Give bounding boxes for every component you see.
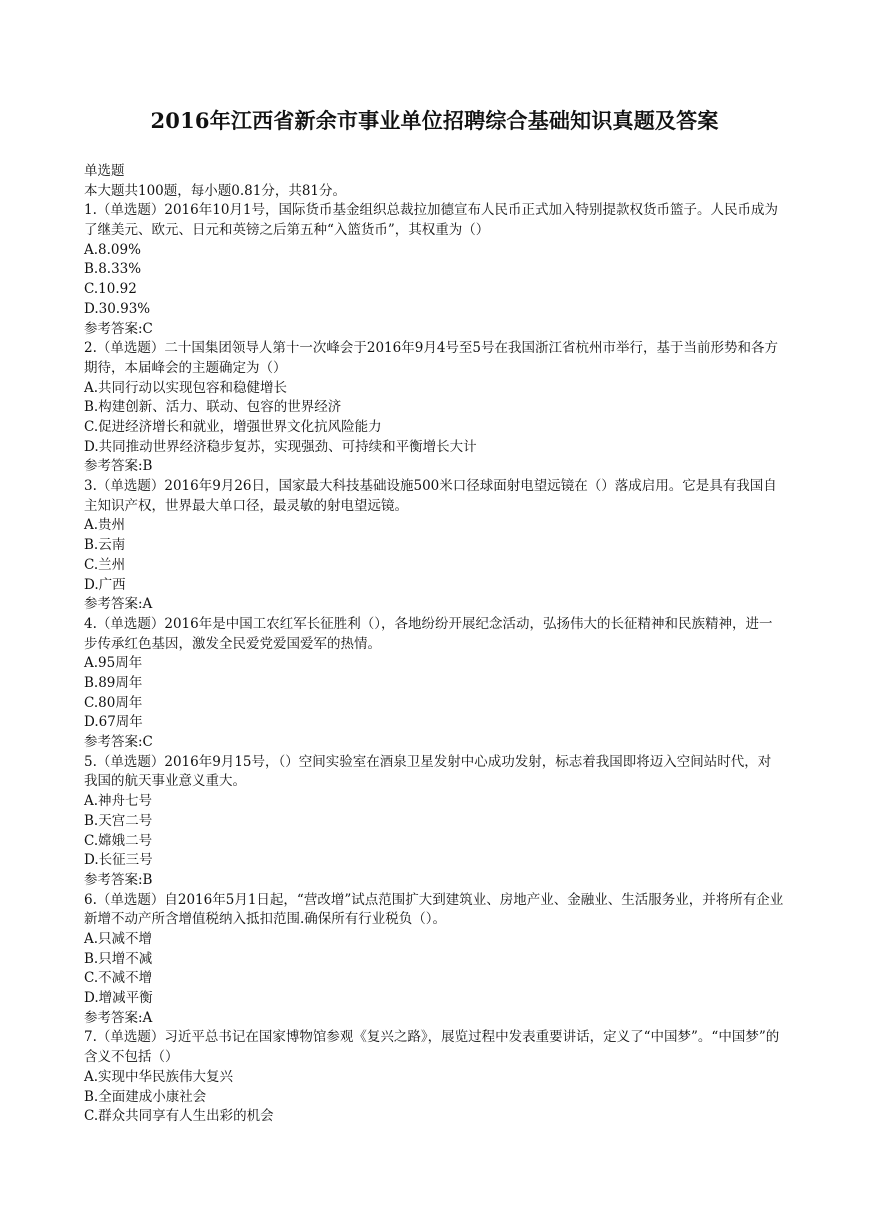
- question-text: 5.（单选题）2016年9月15号，（）空间实验室在酒泉卫星发射中心成功发射，标志着我国即将迈入空间站时代，对我国的航天事业意义重大。: [84, 753, 772, 790]
- option-b: B.云南: [84, 537, 126, 554]
- option-b: B.天宫二号: [84, 812, 153, 829]
- option-d: D.30.93%: [84, 300, 151, 317]
- question-text: 7.（单选题）习近平总书记在国家博物馆参观《复兴之路》，展览过程中发表重要讲话，定义了“中国梦”。“中国梦”的含义不包括（）: [84, 1029, 780, 1066]
- option-c: C.群众共同享有人生出彩的机会: [84, 1108, 274, 1125]
- option-b: B.只增不减: [84, 950, 153, 967]
- option-d: D.67周年: [84, 714, 143, 731]
- answer-key: 参考答案:B: [84, 871, 153, 888]
- option-a: A.共同行动以实现包容和稳健增长: [84, 379, 288, 396]
- option-a: A.实现中华民族伟大复兴: [84, 1068, 234, 1085]
- question-text: 3.（单选题）2016年9月26日，国家最大科技基础设施500米口径球面射电望远镜在（）落成启用。它是具有我国自主知识产权，世界最大单口径，最灵敏的射电望远镜。: [84, 478, 777, 514]
- option-d: D.增减平衡: [84, 990, 153, 1007]
- question-text: 2.（单选题）二十国集团领导人第十一次峰会于2016年9月4号至5号在我国浙江省杭州市举行，基于当前形势和各方期待，本届峰会的主题确定为（）: [84, 340, 779, 376]
- question-text: 1.（单选题）2016年10月1号，国际货币基金组织总裁拉加德宣布人民币正式加入特别提款权货币篮子。人民币成为了继美元、欧元、日元和英镑之后第五种“入篮货币”，其权重为（）: [84, 202, 779, 239]
- option-a: A.神舟七号: [84, 793, 153, 810]
- document-body: [84, 162, 784, 1127]
- option-a: A.95周年: [84, 655, 143, 672]
- option-c: C.80周年: [84, 694, 143, 711]
- answer-key: 参考答案:A: [84, 596, 153, 613]
- section-title: 单选题: [84, 163, 125, 179]
- option-a: A.贵州: [84, 517, 126, 534]
- option-d: D.广西: [84, 576, 126, 593]
- question-text: 4.（单选题）2016年是中国工农红军长征胜利（），各地纷纷开展纪念活动，弘扬伟大的长征精神和民族精神，进一步传承红色基因，激发全民爱党爱国爱军的热情。: [84, 615, 773, 652]
- question-7: [84, 1028, 784, 1126]
- option-c: C.10.92: [84, 281, 137, 298]
- question-1: [84, 201, 784, 339]
- option-c: C.不减不增: [84, 970, 153, 987]
- question-4: [84, 615, 784, 753]
- question-5: [84, 753, 784, 891]
- question-6: [84, 891, 784, 1029]
- option-a: A.只减不增: [84, 931, 153, 947]
- question-3: [84, 477, 784, 615]
- option-d: D.共同推动世界经济稳步复苏，实现强劲、可持续和平衡增长大计: [84, 438, 477, 455]
- option-b: B.89周年: [84, 675, 143, 691]
- option-b: B.构建创新、活力、联动、包容的世界经济: [84, 399, 342, 416]
- question-2: [84, 339, 784, 477]
- option-a: A.8.09%: [84, 241, 141, 258]
- answer-key: 参考答案:C: [84, 320, 153, 337]
- answer-key: 参考答案:A: [84, 1009, 153, 1026]
- option-c: C.嫦娥二号: [84, 832, 153, 849]
- answer-key: 参考答案:B: [84, 458, 153, 475]
- option-c: C.兰州: [84, 556, 126, 573]
- question-text: 6.（单选题）自2016年5月1日起，“营改增”试点范围扩大到建筑业、房地产业、金融业、生活服务业，并将所有企业新增不动产所含增值税纳入抵扣范围.确保所有行业税负（）。: [84, 891, 784, 928]
- option-c: C.促进经济增长和就业，增强世界文化抗风险能力: [84, 419, 382, 435]
- option-b: B.全面建成小康社会: [84, 1088, 207, 1105]
- section-description: 本大题共100题，每小题0.81分，共81分。: [84, 182, 347, 199]
- option-d: D.长征三号: [84, 852, 153, 869]
- option-b: B.8.33%: [84, 261, 142, 278]
- page-title: 2016年江西省新余市事业单位招聘综合基础知识真题及答案: [150, 108, 719, 133]
- answer-key: 参考答案:C: [84, 734, 153, 751]
